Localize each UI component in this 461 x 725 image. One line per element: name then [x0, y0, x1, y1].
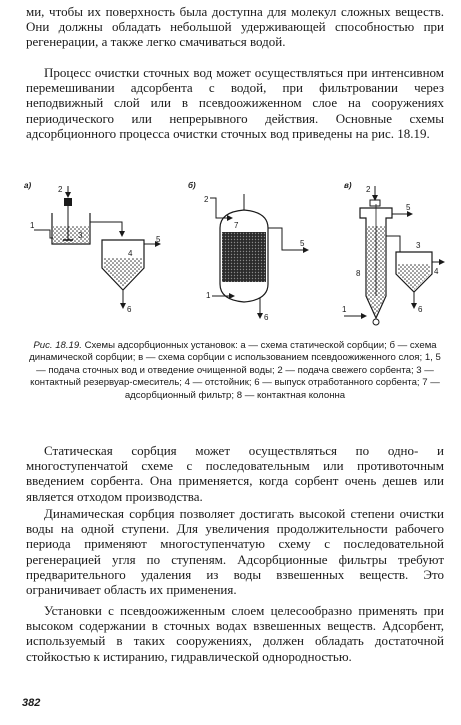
- label-a-4: 4: [128, 249, 133, 258]
- panel-b: [188, 181, 308, 322]
- transfer-line: [90, 222, 122, 236]
- paragraph-4: Динамическая сорбция позволяет достигать высокой степени очистки воды на одной ступени. Для увеличения продолжительности рабочего периода применяют многоступенчатую схему с последовательной регенерацией угля по ступеням. Адсорбционные фильтры требуют предварительного удаления из воды взвешенных веществ. Это ограничивает область их применения.: [26, 506, 444, 598]
- paragraph-5: Установки с псевдоожиженным слоем целесообразно применять при высоком содержании в сточных водах взвешенных веществ. Адсорбент, используемый в таких сооружениях, должен обладать достаточной стойкостью к истиранию, гидравлической однородностью.: [26, 603, 444, 664]
- settler-contents: [104, 258, 142, 288]
- panel-c-letter: в): [344, 181, 352, 190]
- label-b-7: 7: [234, 221, 239, 230]
- label-a-6: 6: [127, 305, 132, 314]
- filter-bed: [222, 232, 266, 282]
- panel-a: [24, 181, 161, 314]
- sorbent-hopper: [370, 200, 380, 206]
- label-a-1: 1: [30, 221, 35, 230]
- label-a-3: 3: [78, 231, 83, 240]
- overflow-to-settler: [386, 236, 400, 252]
- label-b-6: 6: [264, 313, 269, 322]
- label-a-2: 2: [58, 185, 63, 194]
- label-c-2: 2: [366, 185, 371, 194]
- settler-c-contents: [398, 264, 430, 290]
- label-c-8: 8: [356, 269, 361, 278]
- paragraph-1: ми, чтобы их поверхность была доступна для молекул сложных веществ. Они должны обладать небольшой удерживающей способностью при регенерации, а также легко смачиваться водой.: [26, 4, 444, 50]
- paragraph-3: Статическая сорбция может осуществляться по одно- и многоступенчатой схеме с последовательным или противоточным введением сорбента. Она применяется, когда сорбент очень дешев или является отходом производства.: [26, 443, 444, 504]
- panel-a-letter: а): [24, 181, 32, 190]
- sorbent-feed-b: [210, 198, 232, 218]
- panel-c: [342, 181, 444, 325]
- label-b-1: 1: [206, 291, 211, 300]
- caption-text: Схемы адсорбционных установок: а — схема статической сорбции; б — схема динамической сорбции; в — схема сорбции с использованием псевдоожиженного слоя; 1, 5 — подача сточных вод и отведение очищенной воды; 2 — подача свежего сорбента; 3 — контактный резервуар-смеситель; 4 — отстойник; 6 — выпуск отработанного сорбента; 7 — адсорбционный фильтр; 8 — контактная колонна: [29, 340, 441, 401]
- paragraph-2: Процесс очистки сточных вод может осуществляться при интенсивном перемешивании адсорбента с водой, при фильтровании через неподвижный слой или в псевдоожиженном слое на сооружениях периодического или непрерывного действия. Основные схемы адсорбционного процесса очистки сточных вод приведены на рис. 18.19.: [26, 65, 444, 141]
- label-c-3: 3: [416, 241, 421, 250]
- figure-caption: [26, 340, 444, 402]
- panel-b-letter: б): [188, 181, 196, 190]
- label-c-5: 5: [406, 203, 411, 212]
- figure-adsorption-schemes: [20, 178, 450, 340]
- caption-title: Рис. 18.19.: [33, 340, 82, 351]
- label-b-2: 2: [204, 195, 209, 204]
- label-c-6: 6: [418, 305, 423, 314]
- label-c-1: 1: [342, 305, 347, 314]
- label-a-5: 5: [156, 235, 161, 244]
- label-b-5: 5: [300, 239, 305, 248]
- bottom-valve: [373, 319, 379, 325]
- label-c-4: 4: [434, 267, 439, 276]
- mixer-motor: [64, 198, 72, 206]
- page-number: 382: [22, 697, 41, 709]
